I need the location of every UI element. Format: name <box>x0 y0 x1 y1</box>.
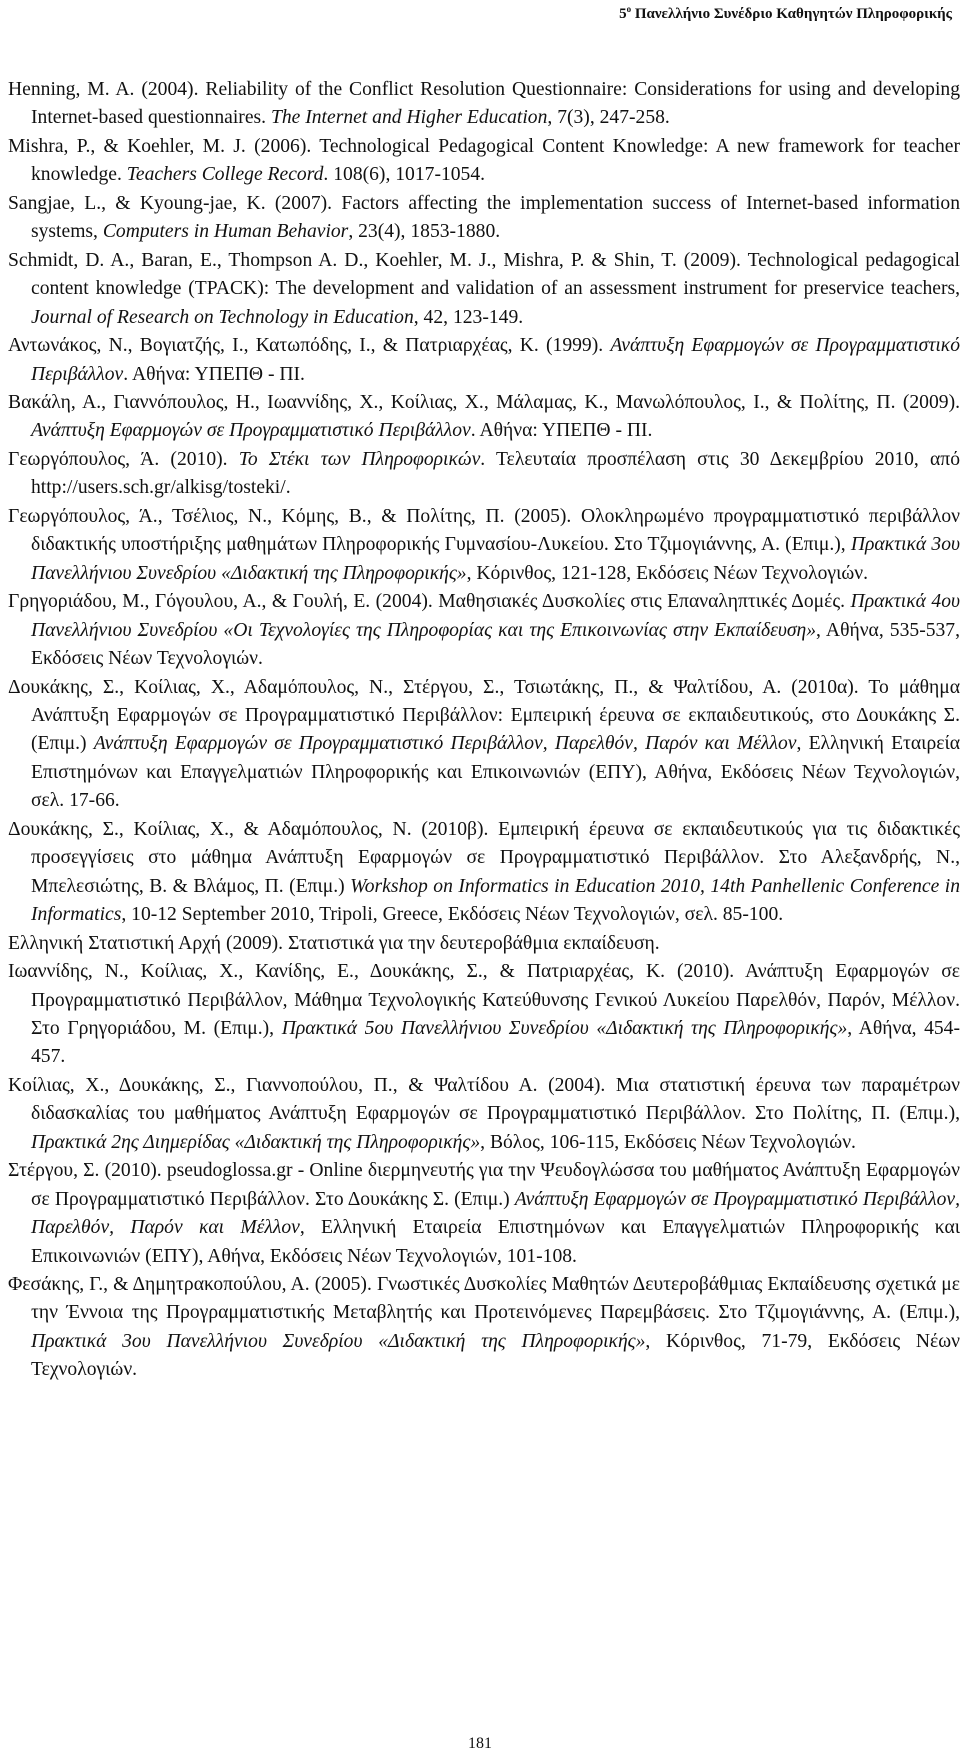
reference-text-segment: , Βόλος, 106-115, Εκδόσεις Νέων Τεχνολογιών. <box>480 1131 856 1153</box>
conference-title: Πανελλήνιο Συνέδριο Καθηγητών Πληροφορικής <box>634 6 952 22</box>
reference-italic-segment: Πρακτικά 3ου Πανελλήνιου Συνεδρίου «Διδακτική της Πληροφορικής» <box>31 1330 646 1352</box>
reference-text-segment: Sangjae, L., & Kyoung-jae, K. (2007). Factors affecting the implementation success of Internet-based information systems, <box>8 192 960 243</box>
reference-text-segment: Γρηγοριάδου, Μ., Γόγουλου, Α., & Γουλή, Ε. (2004). Μαθησιακές Δυσκολίες στις Επαναληπτικές Δομές. <box>8 591 851 613</box>
reference-text-segment: Ιωαννίδης, Ν., Κοίλιας, Χ., Κανίδης, Ε., Δουκάκης, Σ., & Πατριαρχέας, Κ. (2010). Ανάπτυξη Εφαρμογών σε Προγραμματιστικό Περιβάλλον, Μάθημα Τεχνολογικής Κατεύθυνσης Γενικού Λυκείου Παρελθόν, Παρόν, Μέλλον. Στο Γρηγοριάδου, Μ. (Επιμ.), <box>8 961 960 1039</box>
reference-text-segment: Γεωργόπουλος, Ά., Τσέλιος, Ν., Κόμης, Β., & Πολίτης, Π. (2005). Ολοκληρωμένο προγραμματιστικό περιβάλλον διδακτικής υποστήριξης μαθημάτων Πληροφορικής Γυμνασίου-Λυκείου. Στο Τζιμογιάννης, Α. (Επιμ.), <box>8 505 960 556</box>
reference-text-segment: Κοίλιας, Χ., Δουκάκης, Σ., Γιαννοπούλου, Π., & Ψαλτίδου Α. (2004). Μια στατιστική έρευνα των παραμέτρων διδασκαλίας του μαθήματος Ανάπτυξη Εφαρμογών σε Προγραμματιστικό Περιβάλλον. Στο Πολίτης, Π. (Επιμ.), <box>8 1074 960 1125</box>
reference-text-segment: , Ελληνική Εταιρεία Επιστημόνων και Επαγγελματιών Πληροφορικής και Επικοινωνιών (ΕΠΥ), Αθήνα, Εκδόσεις Νέων Τεχνολογιών, σελ. 17-66. <box>31 733 960 812</box>
reference-italic-segment: Ανάπτυξη Εφαρμογών σε Προγραμματιστικό Περιβάλλον, Παρελθόν, Παρόν και Μέλλον <box>93 733 797 755</box>
reference-entry <box>8 133 960 190</box>
reference-italic-segment: Ανάπτυξη Εφαρμογών σε Προγραμματιστικό Περιβάλλον <box>31 420 471 442</box>
reference-entry <box>8 389 960 446</box>
reference-text-segment: , Κόρινθος, 71-79, Εκδόσεις Νέων Τεχνολογιών. <box>31 1330 960 1381</box>
reference-text-segment: , Ελληνική Εταιρεία Επιστημόνων και Επαγγελματιών Πληροφορικής και Επικοινωνιών (ΕΠΥ), Αθήνα, Εκδόσεις Νέων Τεχνολογιών, 101-108. <box>31 1217 960 1267</box>
reference-entry <box>8 1072 960 1157</box>
reference-text-segment: Φεσάκης, Γ., & Δημητρακοπούλου, Α. (2005). Γνωστικές Δυσκολίες Μαθητών Δευτεροβάθμιας Εκπαίδευσης σχετικά με την Έννοια της Προγραμματιστικής Μεταβλητής και Προτεινόμενες Παρεμβάσεις. Στο Τζιμογιάννης, Α. (Επιμ.), <box>8 1274 960 1324</box>
reference-italic-segment: Το Στέκι των Πληροφορικών <box>238 448 481 470</box>
reference-text-segment: Βακάλη, Α., Γιαννόπουλος, Η., Ιωαννίδης, Χ., Κοίλιας, Χ., Μάλαμας, Κ., Μανωλόπουλος, Ι., & Πολίτης, Π. (2009). <box>8 391 960 413</box>
reference-text-segment: , 10-12 September 2010, Tripoli, Greece, Εκδόσεις Νέων Τεχνολογιών, σελ. 85-100. <box>121 904 784 926</box>
reference-text-segment: . Αθήνα: ΥΠΕΠΘ - ΠΙ. <box>470 420 653 442</box>
reference-text-segment: Στέργου, Σ. (2010). pseudoglossa.gr - Online διερμηνευτής για την Ψευδογλώσσα του μαθήματος Ανάπτυξη Εφαρμογών σε Προγραμματιστικό Περιβάλλον. Στο Δουκάκης Σ. (Επιμ.) <box>8 1160 960 1210</box>
reference-entry <box>8 930 960 958</box>
reference-list <box>8 76 960 1385</box>
reference-entry <box>8 958 960 1072</box>
reference-entry <box>8 1271 960 1385</box>
reference-italic-segment: Workshop on Informatics in Education 2010, 14th Panhellenic Conference in Informatics <box>31 875 960 926</box>
reference-italic-segment: Teachers College Record <box>126 164 324 186</box>
reference-text-segment: Ελληνική Στατιστική Αρχή (2009). Στατιστικά για την δευτεροβάθμια εκπαίδευση. <box>8 932 660 954</box>
reference-text-segment: , 42, 123-149. <box>413 306 524 328</box>
reference-text-segment: Δουκάκης, Σ., Κοίλιας, Χ., Αδαμόπουλος, Ν., Στέργου, Σ., Τσιωτάκης, Π., & Ψαλτίδου, Α. (2010α). Το μάθημα Ανάπτυξη Εφαρμογών σε Προγραμματιστικό Περιβάλλον: Εμπειρική έρευνα σε εκπαιδευτικούς, στο Δουκάκης Σ. (Επιμ.) <box>8 676 960 755</box>
reference-italic-segment: The Internet and Higher Education <box>270 107 548 129</box>
reference-entry <box>8 503 960 588</box>
reference-text-segment: . Τελευταία προσπέλαση στις 30 Δεκεμβρίου 2010, από http://users.sch.gr/alkisg/tosteki/. <box>31 448 960 499</box>
reference-text-segment: Δουκάκης, Σ., Κοίλιας, Χ., & Αδαμόπουλος, Ν. (2010β). Εμπειρική έρευνα σε εκπαιδευτικούς για τις διδακτικές προσεγγίσεις στο μάθημα Ανάπτυξη Εφαρμογών σε Προγραμματιστικό Περιβάλλον. Στο Αλεξανδρής, Ν., Μπελεσιώτης, Β. & Βλάμος, Π. (Επιμ.) <box>8 818 960 897</box>
reference-text-segment: , Αθήνα, 535-537, Εκδόσεις Νέων Τεχνολογιών. <box>31 619 960 670</box>
reference-entry <box>8 247 960 332</box>
reference-text-segment: . Αθήνα: ΥΠΕΠΘ - ΠΙ. <box>123 363 305 385</box>
reference-italic-segment: Πρακτικά 2ης Διημερίδας «Διδακτική της Πληροφορικής» <box>31 1131 481 1153</box>
reference-text-segment: , 23(4), 1853-1880. <box>348 221 501 243</box>
reference-italic-segment: Πρακτικά 5ου Πανελλήνιου Συνεδρίου «Διδακτική της Πληροφορικής» <box>281 1017 848 1039</box>
reference-italic-segment: Ανάπτυξη Εφαρμογών σε Προγραμματιστικό Περιβάλλον <box>31 335 960 385</box>
reference-text-segment: Henning, M. A. (2004). Reliability of the Conflict Resolution Questionnaire: Considerations for using and developing Internet-based questionnaires. <box>8 79 960 129</box>
page-number: 181 <box>468 1735 492 1752</box>
reference-entry <box>8 1157 960 1271</box>
reference-entry <box>8 674 960 816</box>
reference-italic-segment: Journal of Research on Technology in Education <box>31 306 414 328</box>
ordinal-superscript: ο <box>626 4 632 14</box>
reference-text-segment: Αντωνάκος, Ν., Βογιατζής, Ι., Κατωπόδης, Ι., & Πατριαρχέας, Κ. (1999). <box>8 335 611 357</box>
reference-text-segment: , Κόρινθος, 121-128, Εκδόσεις Νέων Τεχνολογιών. <box>466 562 869 584</box>
reference-text-segment: Γεωργόπουλος, Ά. (2010). <box>8 448 239 470</box>
reference-italic-segment: Πρακτικά 3ου Πανελλήνιου Συνεδρίου «Διδακτική της Πληροφορικής» <box>31 534 960 584</box>
reference-entry <box>8 816 960 930</box>
reference-text-segment: . 108(6), 1017-1054. <box>323 164 486 186</box>
reference-entry <box>8 332 960 389</box>
reference-text-segment: , Αθήνα, 454-457. <box>31 1017 960 1068</box>
reference-entry <box>8 76 960 133</box>
reference-entry <box>8 446 960 503</box>
reference-entry <box>8 588 960 673</box>
reference-italic-segment: Πρακτικά 4ου Πανελλήνιου Συνεδρίου «Οι Τεχνολογίες της Πληροφορίας και της Επικοινωνίας στην Εκπαίδευση» <box>31 591 960 641</box>
reference-text-segment: Schmidt, D. A., Baran, E., Thompson A. D., Koehler, M. J., Mishra, P. & Shin, T. (2009). Technological pedagogical content knowledge (TPACK): The development and validation of an assessment instrument for preservice teachers, <box>8 249 960 300</box>
running-header <box>619 4 952 23</box>
reference-entry <box>8 190 960 247</box>
reference-text-segment: Mishra, P., & Koehler, M. J. (2006). Technological Pedagogical Content Knowledge: A new framework for teacher knowledge. <box>8 135 960 186</box>
reference-italic-segment: Computers in Human Behavior <box>102 221 349 243</box>
reference-italic-segment: Ανάπτυξη Εφαρμογών σε Προγραμματιστικό Περιβάλλον, Παρελθόν, Παρόν και Μέλλον <box>31 1188 960 1239</box>
conference-number: 5 <box>619 6 627 22</box>
reference-text-segment: , 7(3), 247-258. <box>547 107 670 129</box>
